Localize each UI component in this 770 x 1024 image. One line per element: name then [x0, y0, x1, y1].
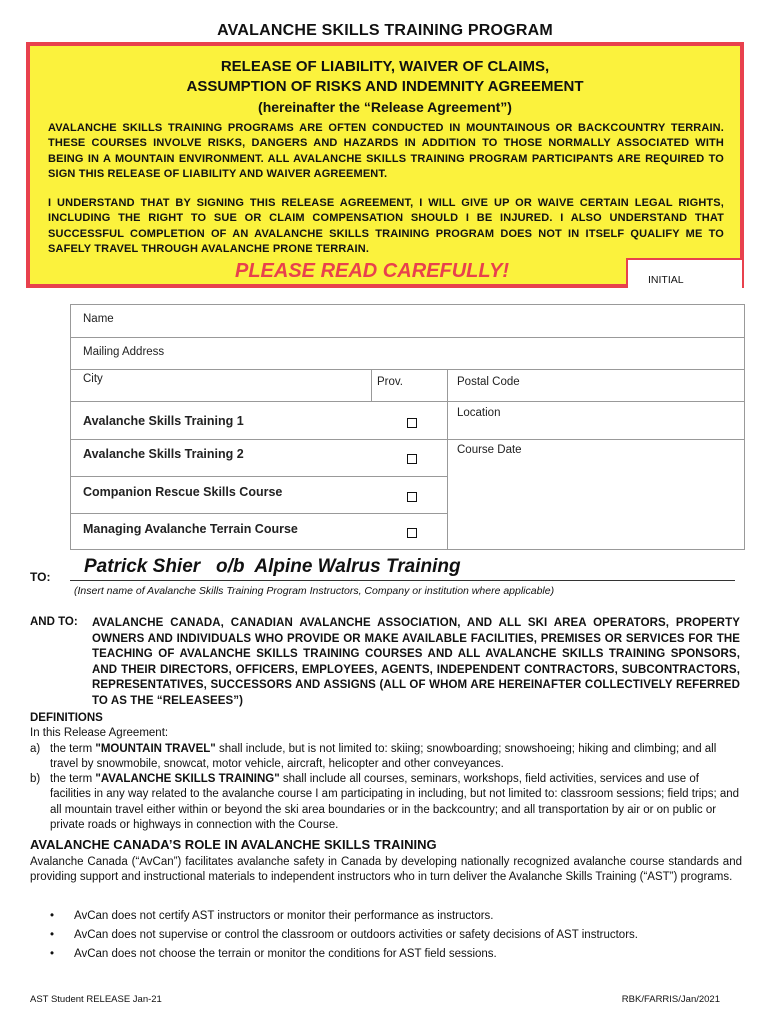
role-bullet-2: AvCan does not supervise or control the classroom or outdoors activities or safety decisions of AST instructors.	[74, 929, 638, 941]
definition-b-term: "AVALANCHE SKILLS TRAINING"	[95, 773, 280, 785]
location-label: Location	[457, 407, 501, 419]
course-date-field[interactable]	[448, 440, 744, 549]
form-divider	[71, 476, 447, 477]
definition-a-text-2: shall include, but is not limited to: skiing; snowboarding; snowshoeing; hiking and climbing; and all travel by snowmobile, snowcat, motor vehicle, aircraft, helicopter and other conveyances.	[50, 743, 717, 771]
course-checkbox-companion-rescue[interactable]	[407, 492, 417, 502]
and-to-label: AND TO:	[30, 616, 78, 628]
definition-a-marker: a)	[30, 743, 41, 755]
bullet-icon: •	[50, 929, 55, 941]
release-warning-box	[26, 42, 744, 288]
to-label: TO:	[30, 570, 51, 584]
course-label-ast1: Avalanche Skills Training 1	[83, 414, 244, 428]
warning-paragraph-1: AVALANCHE SKILLS TRAINING PROGRAMS ARE OFTEN CONDUCTED IN MOUNTAINOUS OR BACKCOUNTRY TERRAIN. THESE COURSES INVOLVE RISKS, DANGERS AND HAZARDS IN ADDITION TO THOSE NORMALLY ASSOCIATED WITH BEING IN A MOUNTAIN ENVIRONMENT. ALL AVALANCHE SKILLS TRAINING PROGRAM PARTICIPANTS ARE REQUIRED TO SIGN THIS RELEASE OF LIABILITY AND WAIVER AGREEMENT.	[48, 122, 724, 180]
name-label: Name	[83, 313, 114, 325]
definition-b-text-2: shall include all courses, seminars, workshops, field activities, services and use of facilities in any way related to the avalanche course I am participating in including, but not limited to: classroom sessions; field trips; and all mountain travel either within or beyond the ski area boundaries or in the backcountry; and all transportation by air or on public or private roads or highways in connection with the Course.	[50, 773, 740, 832]
footer-revision: RBK/FARRIS/Jan/2021	[621, 994, 720, 1005]
definition-a	[50, 742, 740, 773]
release-heading-line-3: (hereinafter the “Release Agreement”)	[258, 99, 512, 115]
city-label: City	[83, 373, 103, 385]
course-label-ast2: Avalanche Skills Training 2	[83, 447, 244, 461]
definition-b	[50, 772, 740, 834]
please-read-carefully: PLEASE READ CAREFULLY!	[235, 260, 510, 282]
course-date-label: Course Date	[457, 444, 522, 456]
bullet-icon: •	[50, 910, 55, 922]
definition-b-text-1: the term	[50, 773, 96, 785]
definition-a-text-1: the term	[50, 743, 96, 755]
mailing-address-field[interactable]	[71, 338, 744, 369]
name-field[interactable]	[71, 305, 744, 337]
definitions-intro: In this Release Agreement:	[30, 727, 169, 739]
instructor-name-field[interactable]: Patrick Shier o/b Alpine Walrus Training	[84, 556, 461, 577]
instructor-underline	[70, 580, 735, 581]
role-bullet-3: AvCan does not choose the terrain or monitor the conditions for AST field sessions.	[74, 948, 497, 960]
definition-a-term: "MOUNTAIN TRAVEL"	[95, 743, 216, 755]
initial-field[interactable]	[626, 258, 742, 288]
mailing-address-label: Mailing Address	[83, 346, 165, 358]
warning-paragraph-2: I UNDERSTAND THAT BY SIGNING THIS RELEASE AGREEMENT, I WILL GIVE UP OR WAIVE CERTAIN LEGAL RIGHTS, INCLUDING THE RIGHT TO SUE OR CLAIM COMPENSATION SHOULD I BE INJURED. I ALSO UNDERSTAND THAT SUCCESSFUL COMPLETION OF AN AVALANCHE SKILLS TRAINING PROGRAM DOES NOT IN ITSELF QUALIFY ME TO SAFELY TRAVEL THROUGH AVALANCHE PRONE TERRAIN.	[48, 197, 724, 255]
course-checkbox-ast1[interactable]	[407, 418, 417, 428]
and-to-releasees: AVALANCHE CANADA, CANADIAN AVALANCHE ASSOCIATION, AND ALL SKI AREA OPERATORS, PROPERTY OWNERS AND INDIVIDUALS WHO PROVIDE OR MAKE AVAILABLE FACILITIES, PREMISES OR SERVICES FOR THE TEACHING OF AVALANCHE SKILLS TRAINING COURSES AND ALL AVALANCHE SKILLS TRAINING SPONSORS, AND THEIR DIRECTORS, OFFICERS, EMPLOYEES, AGENTS, INDEPENDENT CONTRACTORS, SUBCONTRACTORS, REPRESENTATIVES, SUCCESSORS AND ASSIGNS (ALL OF WHOM ARE HEREINAFTER COLLECTIVELY REFERRED TO AS THE “RELEASEES”)	[92, 617, 740, 707]
role-bullet-1: AvCan does not certify AST instructors or monitor their performance as instructors.	[74, 910, 494, 922]
instructor-insert-note: (Insert name of Avalanche Skills Training Program Instructors, Company or institution where applicable)	[74, 585, 555, 597]
province-label: Prov.	[377, 376, 403, 388]
footer-form-id: AST Student RELEASE Jan-21	[30, 994, 162, 1005]
postal-code-label: Postal Code	[457, 376, 520, 388]
course-checkbox-managing-terrain[interactable]	[407, 528, 417, 538]
location-field[interactable]	[448, 402, 744, 439]
release-heading-line-2: ASSUMPTION OF RISKS AND INDEMNITY AGREEMENT	[186, 78, 584, 95]
bullet-icon: •	[50, 948, 55, 960]
course-label-managing-terrain: Managing Avalanche Terrain Course	[83, 522, 298, 536]
avcan-role-paragraph: Avalanche Canada (“AvCan”) facilitates avalanche safety in Canada by developing nationally recognized avalanche course standards and providing support and instructional materials to independent instructors who in turn deliver the Avalanche Skills Training (“AST”) programs.	[30, 856, 742, 884]
release-heading-line-1: RELEASE OF LIABILITY, WAIVER OF CLAIMS,	[220, 58, 550, 75]
avcan-role-heading: AVALANCHE CANADA’S ROLE IN AVALANCHE SKILLS TRAINING	[30, 837, 437, 852]
definitions-heading: DEFINITIONS	[30, 712, 103, 724]
course-label-companion-rescue: Companion Rescue Skills Course	[83, 485, 283, 499]
participant-form	[70, 304, 745, 550]
form-divider	[71, 513, 447, 514]
postal-code-field[interactable]	[448, 370, 744, 401]
initial-label: INITIAL	[648, 274, 684, 286]
definition-b-marker: b)	[30, 773, 41, 785]
document-title: AVALANCHE SKILLS TRAINING PROGRAM	[217, 22, 553, 39]
city-field[interactable]	[71, 370, 371, 401]
form-divider	[71, 439, 447, 440]
course-checkbox-ast2[interactable]	[407, 454, 417, 464]
province-field[interactable]	[372, 370, 447, 401]
